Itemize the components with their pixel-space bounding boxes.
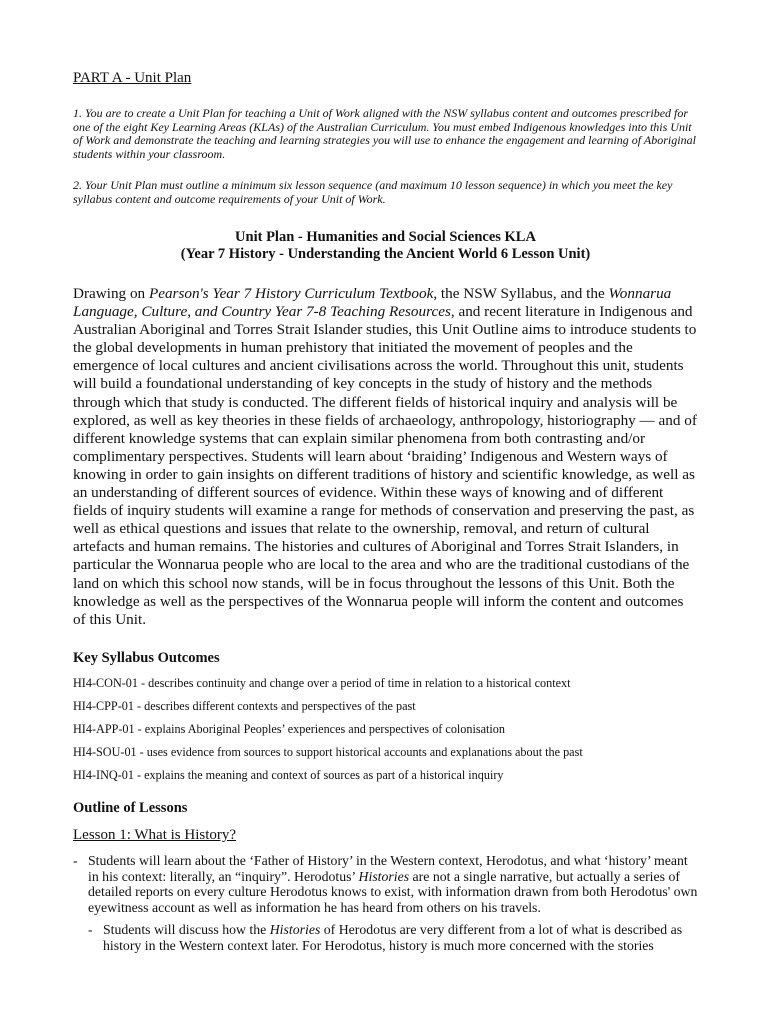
bullet-text-2: are not a single narrative, but actually a series of detailed reports on every culture Herodotus knows to exist, with information drawn from both Herodotus' own eyewitness account as well as information he has heard from others on his travels. <box>88 868 698 915</box>
bullet-text <box>88 853 698 915</box>
unit-title-line-2: (Year 7 History - Understanding the Ancient World 6 Lesson Unit) <box>180 246 591 262</box>
outcomes-list <box>73 676 698 791</box>
bullet-text-2: of Herodotus are very different from a lot of what is described as history in the Western context later. For Herodotus, history is much more concerned with the stories <box>103 922 683 953</box>
intro-resource-title: Wonnarua Language, Culture, and Country Year 7-8 Teaching Resources <box>73 285 672 321</box>
unit-title <box>73 229 698 263</box>
lesson-1-heading: Lesson 1: What is History? <box>73 827 237 843</box>
intro-text-1: Drawing on <box>73 285 149 302</box>
bullet-text <box>103 922 698 953</box>
list-item <box>88 922 698 953</box>
part-heading: PART A - Unit Plan <box>73 70 192 86</box>
outcome-item: HI4-CPP-01 - describes different contexts and perspectives of the past <box>73 699 416 713</box>
bullet-dash: - <box>88 922 93 937</box>
lesson-1-bullets <box>73 853 698 915</box>
intro-textbook-title: Pearson's Year 7 History Curriculum Textbook <box>148 285 434 302</box>
bullet-italic: Histories <box>358 868 410 884</box>
outcome-item: HI4-INQ-01 - explains the meaning and context of sources as part of a historical inquiry <box>73 768 504 782</box>
intro-text-3: , and recent literature in Indigenous and Australian Aboriginal and Torres Strait Islander studies, this Unit Outline aims to introduce students to the global developments in human prehistory that initiated the movement of peoples and the emergence of local cultures and ancient civilisations across the world. Throughout this unit, students will build a foundational understanding of key concepts in the study of history and the methods through which that study is conducted. The different fields of historical inquiry and analysis will be explored, as well as key theories in these fields of archaeology, anthropology, historiography — and of different knowledge systems that can explain similar phenomena from both contrasting and/or complimentary perspectives. Students will learn about ‘braiding’ Indigenous and Western ways of knowing in order to gain insights on different traditions of history and scientific knowledge, as well as an understanding of different sources of evidence. Within these ways of knowing and of different fields of inquiry students will examine a range for methods of conservation and preserving the past, as well as ethical questions and issues that relate to the ownership, removal, and return of cultural artefacts and human remains. The histories and cultures of Aboriginal and Torres Strait Islanders, in particular the Wonnarua people who are local to the area and who are the traditional custodians of the land on which this school now stands, will be in focus throughout the lessons of this Unit. Both the knowledge as well as the perspectives of the Wonnarua people will inform the content and outcomes of this Unit. <box>73 303 697 628</box>
bullet-text-1: Students will discuss how the <box>103 922 270 937</box>
outcome-item: HI4-SOU-01 - uses evidence from sources to support historical accounts and explanations about the past <box>73 745 583 759</box>
instruction-1: 1. You are to create a Unit Plan for teaching a Unit of Work aligned with the NSW syllabus content and outcomes prescribed for one of the eight Key Learning Areas (KLAs) of the Australian Curriculum. You must embed Indigenous knowledges into this Unit of Work and demonstrate the teaching and learning strategies you will use to enhance the engagement and learning of Aboriginal students within your classroom. <box>73 106 696 161</box>
list-item <box>73 853 698 915</box>
bullet-dash: - <box>73 853 78 868</box>
instruction-2: 2. Your Unit Plan must outline a minimum six lesson sequence (and maximum 10 lesson sequence) in which you meet the key syllabus content and outcome requirements of your Unit of Work. <box>73 178 673 206</box>
outcome-item: HI4-CON-01 - describes continuity and change over a period of time in relation to a historical context <box>73 676 571 690</box>
lessons-heading: Outline of Lessons <box>73 800 188 816</box>
intro-paragraph <box>73 285 698 629</box>
unit-title-line-1: Unit Plan - Humanities and Social Sciences KLA <box>235 229 536 245</box>
outcome-item: HI4-APP-01 - explains Aboriginal Peoples’ experiences and perspectives of colonisation <box>73 722 505 736</box>
bullet-text-1: Students will learn about the ‘Father of History’ in the Western context, Herodotus, and what ‘history’ meant in his context: literally, an “inquiry”. Herodotus’ <box>88 853 688 884</box>
bullet-italic: Histories <box>269 922 321 937</box>
lesson-1-subbullets <box>88 922 698 953</box>
outcomes-heading: Key Syllabus Outcomes <box>73 650 220 666</box>
intro-text-2: , the NSW Syllabus, and the <box>433 285 609 302</box>
